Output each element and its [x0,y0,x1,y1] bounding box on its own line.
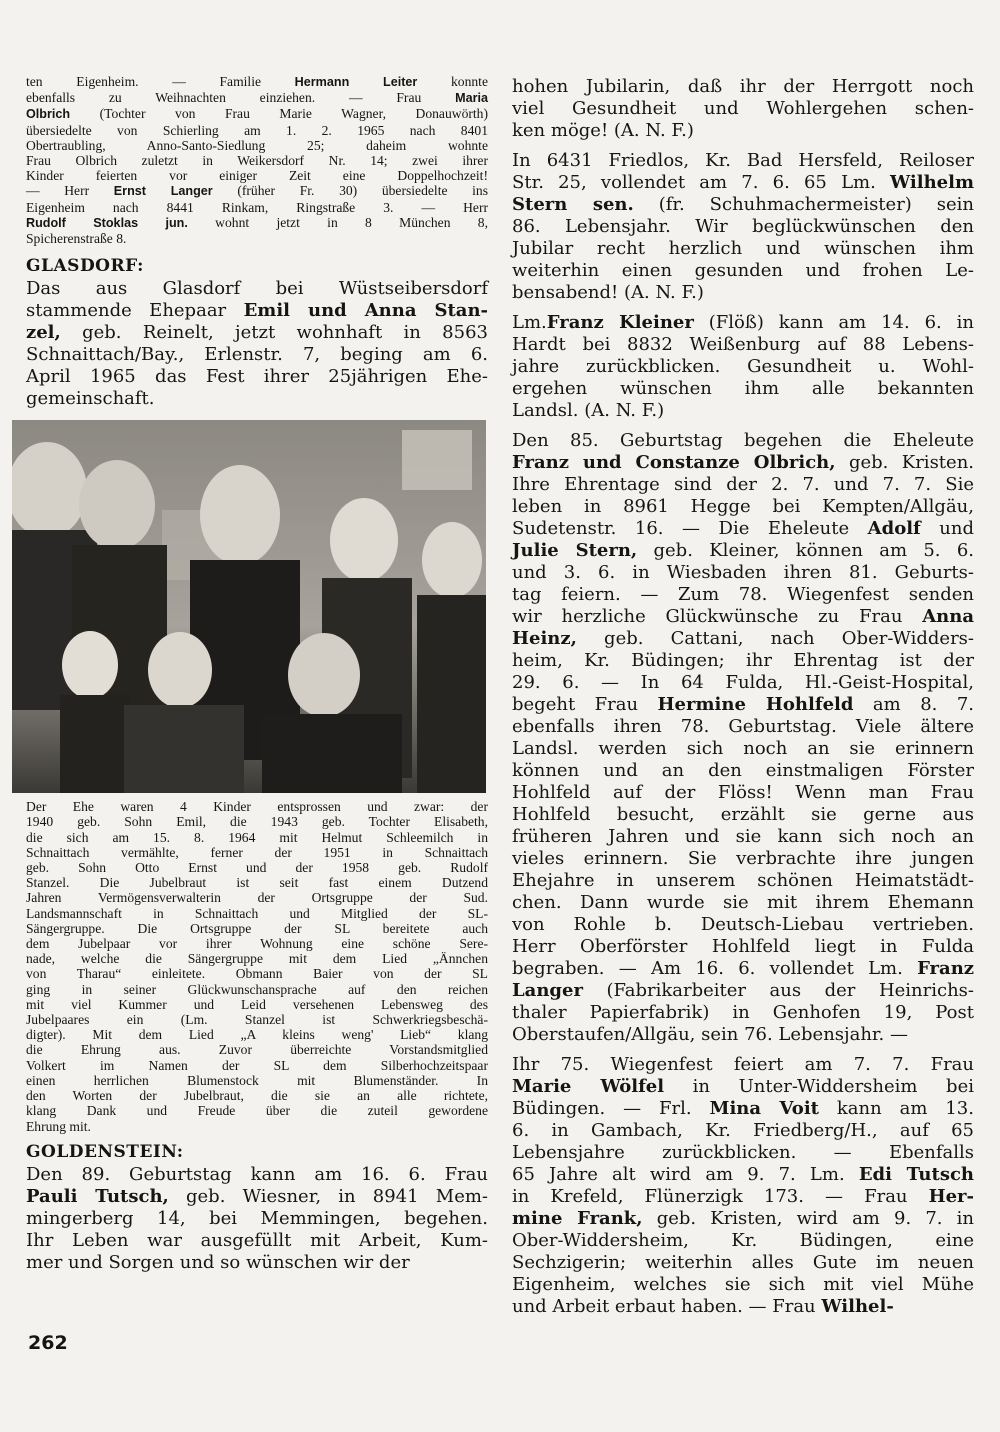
text-line [512,826,974,848]
text-segment: tag feiern. — Zum 78. Wiegenfest senden [512,584,974,605]
text-segment: konnte [417,74,488,89]
text-segment: 29. 6. — In 64 Fulda, Hl.-Geist-Hospital, [512,672,974,693]
text-segment: mer und Sorgen und so wünschen wir der [26,1251,410,1273]
text-segment: in Unter-Widdersheim bei [664,1076,974,1097]
text-segment: können und an den einstmaligen Förster [512,760,974,781]
text-line [26,366,488,388]
caption-line: von Tharau“ einleitete. Obmann Baier von der SL [26,966,488,982]
text-line [512,150,974,172]
text-line [512,1186,974,1208]
text-segment: Den 89. Geburtstag kann am 16. 6. Frau [26,1163,488,1185]
text-line [512,430,974,452]
text-line [512,1098,974,1120]
bold-name: Franz und Constanze Olbrich, [512,452,836,473]
text-line [26,388,488,410]
text-line [512,1252,974,1274]
text-line [512,914,974,936]
bold-name: Julie Stern, [512,540,638,561]
text-segment: (früher Fr. 30) übersiedelte ins [212,183,489,199]
text-segment: geb. Cattani, nach Ober-Widders- [576,628,974,649]
bold-name: Emil und Anna Stan- [243,300,488,322]
caption-line: nade, welche die Sängergruppe mit dem Lied „Ännchen [26,951,488,967]
text-segment: gemeinschaft. [26,388,155,410]
caption-line: Jahren Vermögensverwalterin der Ortsgruppe der Sud. [26,890,488,906]
text-line [512,1120,974,1142]
text-line [512,260,974,282]
text-line [26,215,488,231]
text-line [512,356,974,378]
caption-line: Sängergruppe. Die Ortsgruppe der SL bereitete auch [26,920,488,936]
caption-line: die Ehrung aus. Zuvor überreichte Vorstandsmitglied [26,1042,488,1058]
text-segment: stammende Ehepaar [26,300,244,322]
text-line [512,474,974,496]
text-segment: mingerberg 14, bei Memmingen, begehen. [26,1207,488,1229]
text-segment: Das aus Glasdorf bei Wüstseibersdorf [26,278,488,300]
text-segment: Str. 25, vollendet am 7. 6. 65 Lm. [512,172,890,193]
text-segment: jahre zurückblicken. Gesundheit u. Wohl- [512,356,974,377]
text-segment: Herr Oberförster Hohlfeld liegt in Fulda [512,936,974,957]
intro-paragraph [26,74,488,246]
text-line [26,153,488,168]
text-segment: geb. Kleiner, können am 5. 6. [637,540,975,561]
text-segment: Hardt bei 8832 Weißenburg auf 88 Lebens- [512,334,974,355]
text-segment: Landsl. (A. N. F.) [512,400,665,421]
caption-line: ging in seiner Glückwunschansprache auf den reichen [26,981,488,997]
left-column [26,74,488,1274]
bold-name: zel, [26,322,61,344]
text-line [512,650,974,672]
text-line [26,183,488,199]
text-segment: ken möge! (A. N. F.) [512,120,694,141]
text-line [26,344,488,366]
text-segment: und Arbeit erbaut haben. — Frau [512,1296,822,1317]
text-line [512,1164,974,1186]
text-segment: Kinder feierten vor einiger Zeit eine Doppelhochzeit! [26,168,488,184]
heading-glasdorf: GLASDORF: [26,256,144,277]
bold-name: Olbrich [26,107,71,122]
bold-name: Anna [922,606,974,627]
text-line [26,123,488,138]
text-segment: Eigenheim, welches sie sich mit viel Mühe [512,1274,974,1295]
caption-line: Stanzel. Die Jubelbraut ist seit fast einem Dutzend [26,875,488,891]
text-segment: ergehen wünschen ihm alle bekannten [512,378,974,399]
text-line [512,672,974,694]
text-segment: April 1965 das Fest ihrer 25jährigen Ehe- [26,366,488,388]
glasdorf-paragraph [26,278,488,410]
text-segment: geb. Kristen. [835,452,975,473]
text-segment: übersiedelte von Schierling am 1. 2. 1965 nach 8401 [26,122,488,138]
family-photo [12,420,486,793]
text-segment: von Rohle b. Deutsch-Liebau vertrieben. [512,914,974,935]
text-segment: früheren Jahren und sie kann sich noch an [512,826,974,847]
caption-line: Ehrung mit. [26,1118,91,1134]
text-segment: weiterhin einen gesunden und frohen Le- [512,260,974,281]
text-line [512,98,974,120]
text-segment: heim, Kr. Büdingen; ihr Ehrentag ist der [512,650,974,671]
caption-line: die sich am 15. 8. 1964 mit Helmut Schleemilch in [26,829,488,845]
caption-line: 1940 geb. Sohn Emil, die 1943 geb. Tochter Elisabeth, [26,814,488,830]
text-segment: wohnt jetzt in 8 München 8, [187,214,489,230]
text-line [512,716,974,738]
text-segment: geb. Reinelt, jetzt wohnhaft in 8563 [60,322,488,344]
bold-name: Heinz, [512,628,577,649]
text-line [512,584,974,606]
text-segment: kann am 13. [818,1098,974,1119]
bold-name: Pauli Tutsch, [26,1185,169,1207]
text-segment: thaler Papierfabrik) in Genhofen 19, Post [512,1002,974,1023]
text-segment: Obertraubling, Anno-Santo-Siedlung 25; daheim wohnte [26,137,488,153]
text-line [26,231,488,246]
text-line [512,518,974,540]
text-line [26,1252,488,1274]
text-segment: in Krefeld, Flünerzigk 173. — Frau [512,1186,929,1207]
text-line [26,74,488,90]
text-segment: und 3. 6. in Wiesbaden ihren 81. Geburts- [512,562,974,583]
goldenstein-paragraph [26,1164,488,1274]
text-line [512,1054,974,1076]
text-line [512,562,974,584]
text-segment: Ihr Leben war ausgefüllt mit Arbeit, Kum- [26,1229,488,1251]
text-segment: begraben. — Am 16. 6. vollendet Lm. [512,958,918,979]
text-line [512,870,974,892]
right-paragraph-birthdays [512,430,974,1046]
text-segment: (Tochter von Frau Marie Wagner, Donauwörth) [70,106,488,122]
text-segment: Landsl. werden sich noch an sie erinnern [512,738,974,759]
text-line [512,334,974,356]
text-segment: hohen Jubilarin, daß ihr der Herrgott noch [512,76,974,97]
text-segment: Lm. [512,312,547,333]
right-paragraph-kleiner [512,312,974,422]
text-line [26,322,488,344]
bold-name: Wilhelm [890,172,974,193]
bold-name: Wilhel- [821,1296,894,1317]
text-line [512,936,974,958]
text-line [512,1230,974,1252]
text-segment: Schnaittach/Bay., Erlenstr. 7, beging am 6. [26,344,488,366]
caption-line: geb. Sohn Otto Ernst und der 1958 geb. Rudolf [26,860,488,876]
text-line [512,216,974,238]
text-line [512,120,974,142]
text-line [512,738,974,760]
text-line [26,300,488,322]
text-segment: 65 Jahre alt wird am 9. 7. Lm. [512,1164,859,1185]
text-segment: geb. Kristen, wird am 9. 7. in [642,1208,974,1229]
caption-line: den Worten der Jubelbraut, die sie an alle richtete, [26,1088,488,1104]
text-line [512,172,974,194]
text-segment: ebenfalls ihren 78. Geburtstag. Viele ältere [512,716,974,737]
text-segment: Frau Olbrich zuletzt in Weikersdorf Nr. 14; zwei ihrer [26,153,488,169]
text-segment: Sudetenstr. 16. — Die Eheleute [512,518,868,539]
text-segment: — Herr [26,183,114,199]
text-segment: geb. Wiesner, in 8941 Mem- [168,1185,488,1207]
caption-line: mit viel Kummer und Leid versehenen Lebensweg des [26,996,488,1012]
bold-name: mine Frank, [512,1208,643,1229]
text-line [512,378,974,400]
bold-name: Hermann Leiter [294,75,418,89]
bold-name: Marie Wölfel [512,1076,665,1097]
caption-line: klang Dank und Freude über die zuteil gewordene [26,1103,488,1119]
text-line [26,1208,488,1230]
text-segment: Ehejahre in unserem schönen Heimatstädt- [512,870,974,891]
text-line [512,694,974,716]
text-line [26,1186,488,1208]
bold-name: Adolf [867,518,921,539]
text-segment: Den 85. Geburtstag begehen die Eheleute [512,430,974,451]
text-segment: chen. Dann wurde sie mit ihrem Ehemann [512,892,974,913]
text-segment: (Flöß) kann am 14. 6. in [693,312,974,333]
text-line [512,400,974,422]
text-line [512,980,974,1002]
bold-name: Edi Tutsch [858,1164,974,1185]
text-segment: Ihre Ehrentage sind der 2. 7. und 7. 7. Sie [512,474,974,495]
text-line [26,200,488,215]
text-segment: In 6431 Friedlos, Kr. Bad Hersfeld, Reiloser [512,150,974,171]
text-segment: bensabend! (A. N. F.) [512,282,704,303]
text-line [26,90,488,106]
right-paragraph-friedlos [512,150,974,304]
caption-line: Der Ehe waren 4 Kinder entsprossen und zwar: der [26,799,488,815]
text-segment: wir herzliche Glückwünsche zu Frau [512,606,923,627]
family-photo-illustration [12,420,486,793]
text-segment: und [920,518,974,539]
caption-line: Landsmannschaft in Schnaittach und Mitglied der SL- [26,905,488,921]
right-paragraph-jubilarin [512,76,974,142]
text-segment: Ihr 75. Wiegenfest feiert am 7. 7. Frau [512,1054,974,1075]
text-segment: ebenfalls zu Weihnachten einziehen. — Frau [26,90,456,106]
text-segment: (Fabrikarbeiter aus der Heinrichs- [582,980,974,1001]
bold-name: Stern sen. [512,194,634,215]
bold-name: Langer [512,980,583,1001]
text-line [512,1296,974,1318]
right-paragraph-wiegenfest [512,1054,974,1318]
text-segment: Lebensjahre zurückblicken. — Ebenfalls [512,1142,974,1163]
text-segment: Sechzigerin; weiterhin alles Gute im neuen [512,1252,974,1273]
bold-name: Her- [928,1186,974,1207]
caption-line: digter). Mit dem Lied „A kleins weng' Lieb“ klang [26,1027,488,1043]
text-line [512,312,974,334]
text-line [512,892,974,914]
text-line [512,1208,974,1230]
bold-name: Rudolf Stoklas jun. [26,215,188,230]
text-line [26,168,488,183]
text-line [512,1142,974,1164]
text-segment: vieles erinnern. Sie verbrachte ihre jungen [512,848,974,869]
photo-caption [26,799,488,1133]
bold-name: Maria [455,91,488,106]
caption-line: Volkert im Namen der SL dem Silberhochzeitspaar [26,1057,488,1073]
text-line [512,452,974,474]
text-segment: ten Eigenheim. — Familie [26,74,295,89]
heading-goldenstein: GOLDENSTEIN: [26,1141,184,1162]
caption-line: dem Jubelpaar vor ihrer Wohnung eine schöne Sere- [26,936,488,952]
text-line [512,496,974,518]
text-segment: begeht Frau [512,694,658,715]
text-segment: am 8. 7. [853,694,975,715]
page-number: 262 [28,1332,68,1354]
text-line [512,238,974,260]
text-segment: Jubilar recht herzlich und wünschen ihm [512,238,974,259]
text-line [26,1164,488,1186]
text-segment: Eigenheim nach 8441 Rinkam, Ringstraße 3. — Herr [26,199,488,215]
text-line [512,1274,974,1296]
text-segment: 86. Lebensjahr. Wir beglückwünschen den [512,216,974,237]
text-segment: Spicherenstraße 8. [26,231,127,247]
bold-name: Franz [917,958,974,979]
text-line [26,278,488,300]
text-line [512,1076,974,1098]
caption-line: einen herrlichen Blumenstock mit Blumenständer. In [26,1072,488,1088]
right-column [512,76,974,1326]
text-segment: (fr. Schuhmachermeister) sein [633,194,974,215]
text-line [512,804,974,826]
text-segment: Hohlfeld besucht, erzählt sie gerne aus [512,804,974,825]
text-segment: leben in 8961 Hegge bei Kempten/Allgäu, [512,496,974,517]
text-line [512,1024,974,1046]
text-line [512,282,974,304]
text-line [512,194,974,216]
text-line [512,76,974,98]
bold-name: Hermine Hohlfeld [657,694,854,715]
text-line [26,1230,488,1252]
text-segment: Hohlfeld auf der Flöss! Wenn man Frau [512,782,974,803]
text-line [512,628,974,650]
bold-name: Ernst Langer [113,184,213,199]
text-segment: Ober-Widdersheim, Kr. Büdingen, eine [512,1230,974,1251]
text-segment: Oberstaufen/Allgäu, sein 76. Lebensjahr. — [512,1024,908,1045]
bold-name: Mina Voit [709,1098,819,1119]
text-segment: 6. in Gambach, Kr. Friedberg/H., auf 65 [512,1120,974,1141]
text-line [26,106,488,122]
text-line [512,760,974,782]
caption-line: Jubelpaares ein (Lm. Stanzel ist Schwerkriegsbeschä- [26,1012,488,1028]
text-segment: viel Gesundheit und Wohlergehen schen- [512,98,974,119]
text-line [512,540,974,562]
text-line [512,958,974,980]
text-line [512,782,974,804]
bold-name: Franz Kleiner [546,312,694,333]
text-line [512,848,974,870]
text-line [26,138,488,153]
text-line [512,606,974,628]
text-segment: Büdingen. — Frl. [512,1098,710,1119]
caption-line: Schnaittach vermählte, ferner der 1951 in Schnaittach [26,844,488,860]
text-line [512,1002,974,1024]
